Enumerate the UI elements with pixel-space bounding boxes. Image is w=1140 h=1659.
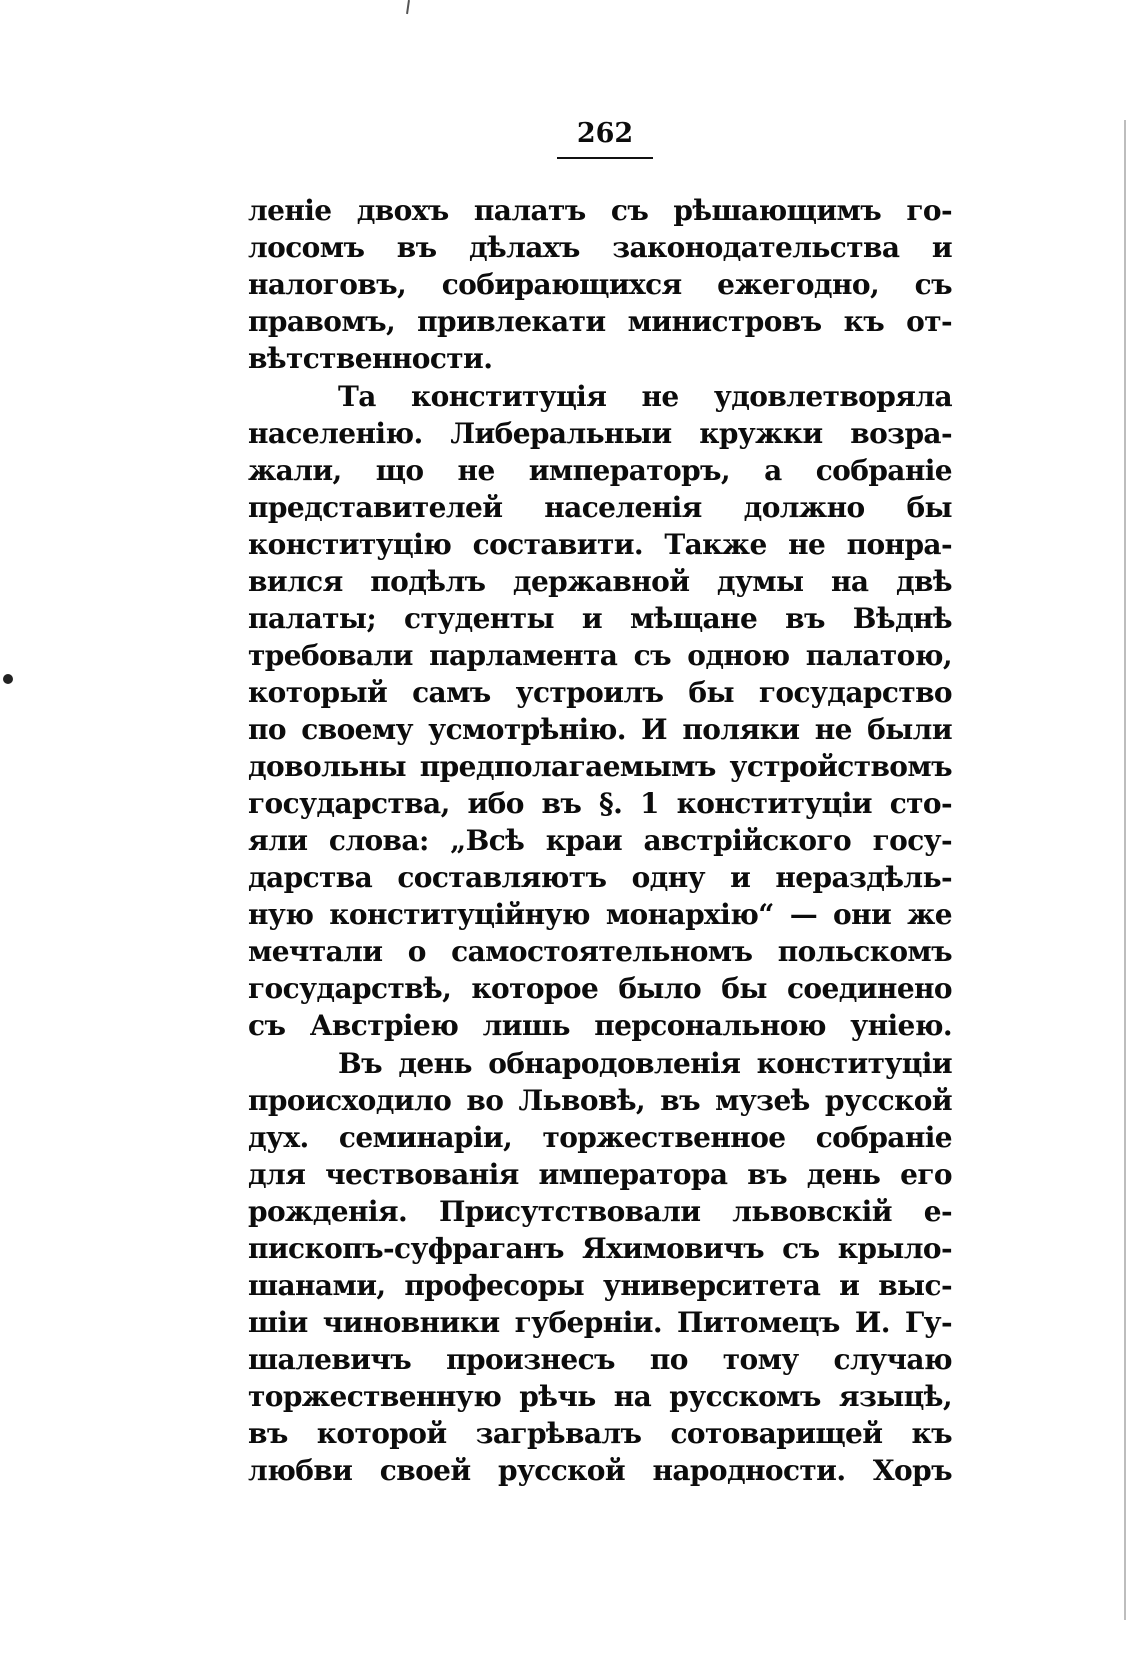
text-line: шіи чиновники губерніи. Питомецъ И. Гу- (248, 1306, 952, 1339)
text-line: палаты; студенты и мѣщане въ Вѣднѣ (248, 602, 952, 635)
text-line: торжественную рѣчь на русскомъ языцѣ, (248, 1380, 952, 1413)
text-line: въ которой загрѣвалъ сотоварищей къ (248, 1417, 952, 1450)
scan-dot-mark (3, 674, 13, 684)
text-line: Та конституція не удовлетворяла (338, 380, 952, 413)
text-line: населенію. Либеральныи кружки возра- (248, 417, 952, 450)
text-line: налоговъ, собирающихся ежегодно, съ (248, 268, 952, 301)
text-line: дух. семинаріи, торжественное собраніе (248, 1121, 952, 1154)
text-line: по своему усмотрѣнію. И поляки не были (248, 713, 952, 746)
text-line: яли слова: „Всѣ краи австрійского госу- (248, 824, 952, 857)
text-line: требовали парламента съ одною палатою, (248, 639, 952, 672)
text-line: правомъ, привлекати министровъ къ от- (248, 305, 952, 338)
text-line: лосомъ въ дѣлахъ законодательства и (248, 231, 952, 264)
text-line: государствѣ, которое было бы соединено (248, 972, 952, 1005)
page-number: 262 (576, 118, 634, 149)
text-line: пископъ-суфраганъ Яхимовичъ съ крыло- (248, 1232, 952, 1265)
text-line: съ Австріею лишь персональною уніею. (248, 1009, 952, 1042)
text-line: мечтали о самостоятельномъ польскомъ (248, 935, 952, 968)
scan-mark (406, 0, 410, 14)
text-line: для чествованія императора въ день его (248, 1158, 952, 1191)
text-line: который самъ устроилъ бы государство (248, 676, 952, 709)
text-line: происходило во Львовѣ, въ музеѣ русской (248, 1084, 952, 1117)
text-line: жали, що не императоръ, а собраніе (248, 454, 952, 487)
text-line: Въ день обнародовленія конституціи (338, 1047, 952, 1080)
body-text (248, 192, 952, 1489)
text-line: вился подѣлъ державной думы на двѣ (248, 565, 952, 598)
text-line: леніе двохъ палатъ съ рѣшающимъ го- (248, 194, 952, 227)
text-line: шалевичъ произнесъ по тому случаю (248, 1343, 952, 1376)
text-line: шанами, професоры университета и выс- (248, 1269, 952, 1302)
text-line: конституцію составити. Также не понра- (248, 528, 952, 561)
text-line: любви своей русской народности. Хоръ (248, 1454, 952, 1487)
text-line: государства, ибо въ §. 1 конституціи сто- (248, 787, 952, 820)
text-line: рожденія. Присутствовали львовскій е- (248, 1195, 952, 1228)
text-line: дарства составляютъ одну и нераздѣль- (248, 861, 952, 894)
text-line: довольны предполагаемымъ устройствомъ (248, 750, 952, 783)
page-number-underline (557, 157, 653, 159)
text-line: ную конституційную монархію“ — они же (248, 898, 952, 931)
scan-edge-line (1124, 120, 1126, 1620)
text-line: вѣтственности. (248, 342, 493, 375)
text-line: представителей населенія должно бы (248, 491, 952, 524)
